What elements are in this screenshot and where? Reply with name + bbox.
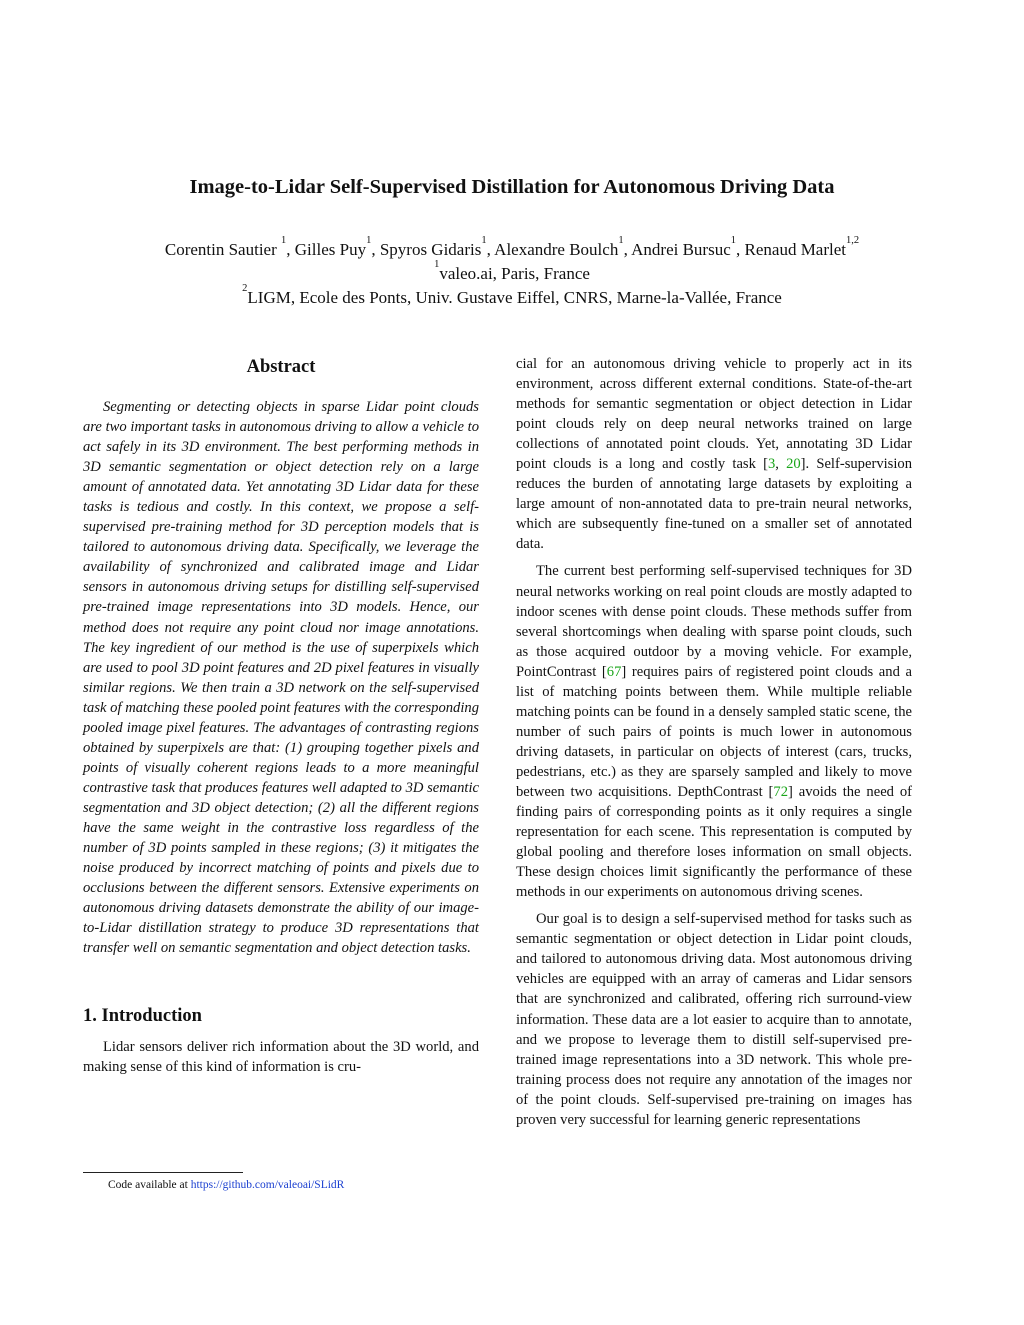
paragraph-text: ] avoids the need of finding pairs of corresponding points as it only requires a single representation for each scene. This representation is computed by global pooling and therefore loses information on small objects. These design choices limit significantly the performance of these methods in our experiments on autonomous driving scenes. [516,783,913,901]
affiliation-1 [0,259,1024,286]
author-separator: , [736,240,745,259]
citation-link[interactable]: 72 [773,783,788,800]
abstract-heading: Abstract [246,357,316,377]
affiliation-1-text: valeo.ai, Paris, France [439,264,590,283]
footnote-rule [83,1172,243,1173]
author-name: Spyros Gidaris [379,240,482,259]
citation-link[interactable]: 3 [767,456,776,473]
paragraph-text: The current best performing self-supervised techniques for 3D neural networks working on real point clouds are mostly adapted to indoor scenes with dense point clouds. These methods suffer from several shortcomings when dealing with sparse point clouds, such as those acquired outdoor by a moving vehicle. For example, PointContrast [ [516,563,912,680]
footnote-prefix: Code available at [108,1179,191,1191]
right-column [516,354,912,1137]
paragraph-text: ] requires pairs of registered point clouds and a list of matching points between them. While multiple reliable matching points can be found in a densely sampled static scene, the number of such pairs of points is much lower in autonomous driving datasets, in particular on objects of interest (cars, trucks, pedestrians, etc.) as they are sparsely sampled and likely to move between two acquisitions. DepthContrast [ [516,663,912,800]
author-affiliation-marker: 1 [730,235,737,246]
author-affiliation-marker: 1 [366,235,372,246]
author-name: Renaud Marlet [744,240,847,259]
abstract-text: Segmenting or detecting objects in sparse Lidar point clouds are two important tasks in autonomous driving to allow a vehicle to act safely in its 3D environment. The best performing methods in 3D semantic segmentation or object detection rely on a large amount of annotated data. Yet annotating 3D Lidar data for these tasks is tedious and costly. In this context, we propose a self-supervised pre-training method for 3D perception models that is tailored to autonomous driving data. Specifically, we leverage the availability of synchronized and calibrated image and Lidar sensors in autonomous driving setups for distilling self-supervised pre-trained image representations into 3D models. Hence, our method does not require any point cloud nor image annotations. The key ingredient of our method is the use of superpixels which are used to pool 3D point features and 2D pixel features in visually similar regions. We then train a 3D network on the self-supervised task of matching these pooled point features with the corresponding pooled image pixel features. The advantages of contrasting regions obtained by superpixels are that: (1) grouping together pixels and points of visually coherent regions leads to a more meaningful contrastive task that produces features well adapted to 3D semantic segmentation and 3D object detection; (2) all the different regions have the same weight in the contrastive loss regardless of the number of 3D points sampled in these regions; (3) it mitigates the noise produced by incorrect matching of points and pixels due to occlusions between the different sensors. Extensive experiments on autonomous driving datasets demonstrate the ability of our image-to-Lidar distillation strategy to produce 3D representations that transfer well on semantic segmentation and object detection tasks. [83,399,479,957]
author-list [0,235,1024,262]
paper-title: Image-to-Lidar Self-Supervised Distillation for Autonomous Driving Data [189,176,835,198]
author-name: Andrei Bursuc [631,240,731,259]
paragraph-text: cial for an autonomous driving vehicle to properly act in its environment, across different external conditions. State-of-the-art methods for semantic segmentation or object detection in Lidar point clouds rely on deep neural networks trained on large collections of annotated point clouds. Yet, annotating 3D Lidar point clouds is a long and costly task [ [516,356,912,473]
paragraph-text: ]. Self-supervision reduces the burden of annotating large datasets by exploiting a large amount of non-annotated data to pre-train neural networks, which are subsequently fine-tuned on a smaller set of annotated data. [516,456,912,553]
author-separator: , [371,240,380,259]
left-column [83,354,479,1084]
author-block [0,235,1024,310]
citation-separator: , [775,456,787,473]
footnote [108,1178,344,1193]
affiliation-2-text: LIGM, Ecole des Ponts, Univ. Gustave Eiffel, CNRS, Marne-la-Vallée, France [247,288,782,307]
author-affiliation-marker: 1 [618,235,624,246]
citation-link[interactable]: 67 [606,663,622,680]
author-separator: , [486,240,495,259]
author-affiliation-marker: 1 [281,235,287,246]
author-affiliation-marker: 1,2 [846,235,860,246]
author-name: Gilles Puy [294,240,367,259]
citation-link[interactable]: 20 [786,456,801,473]
introduction-heading: 1. Introduction [83,1006,202,1027]
affiliation-2 [0,283,1024,310]
author-name: Corentin Sautier [164,240,282,259]
code-link[interactable]: https://github.com/valeoai/SLidR [190,1179,345,1191]
introduction-paragraph-3: Our goal is to design a self-supervised method for tasks such as semantic segmentation or object detection in Lidar point clouds, and tailored to autonomous driving data. Most autonomous driving vehicles are equipped with an array of cameras and Lidar sensors that are synchronized and calibrated, offering rich surround-view information. These data are a lot easier to acquire than to annotate, and we propose to leverage them to distill self-supervised pre-trained image representations into a 3D network. This whole pre-training process does not require any annotation of the images nor of the point clouds. Self-supervised pre-training on images has proven very successful for learning generic representations [516,911,912,1128]
introduction-paragraph-2 [516,561,912,902]
introduction-paragraph-1: Lidar sensors deliver rich information about the 3D world, and making sense of this kind of information is cru- [83,1039,479,1076]
author-affiliation-marker: 1 [481,235,487,246]
author-separator: , [623,240,632,259]
affiliation-1-marker: 1 [434,259,440,270]
author-separator: , [286,240,295,259]
affiliation-2-marker: 2 [242,283,248,294]
introduction-paragraph-1-continued [516,354,912,554]
author-name: Alexandre Boulch [494,240,619,259]
